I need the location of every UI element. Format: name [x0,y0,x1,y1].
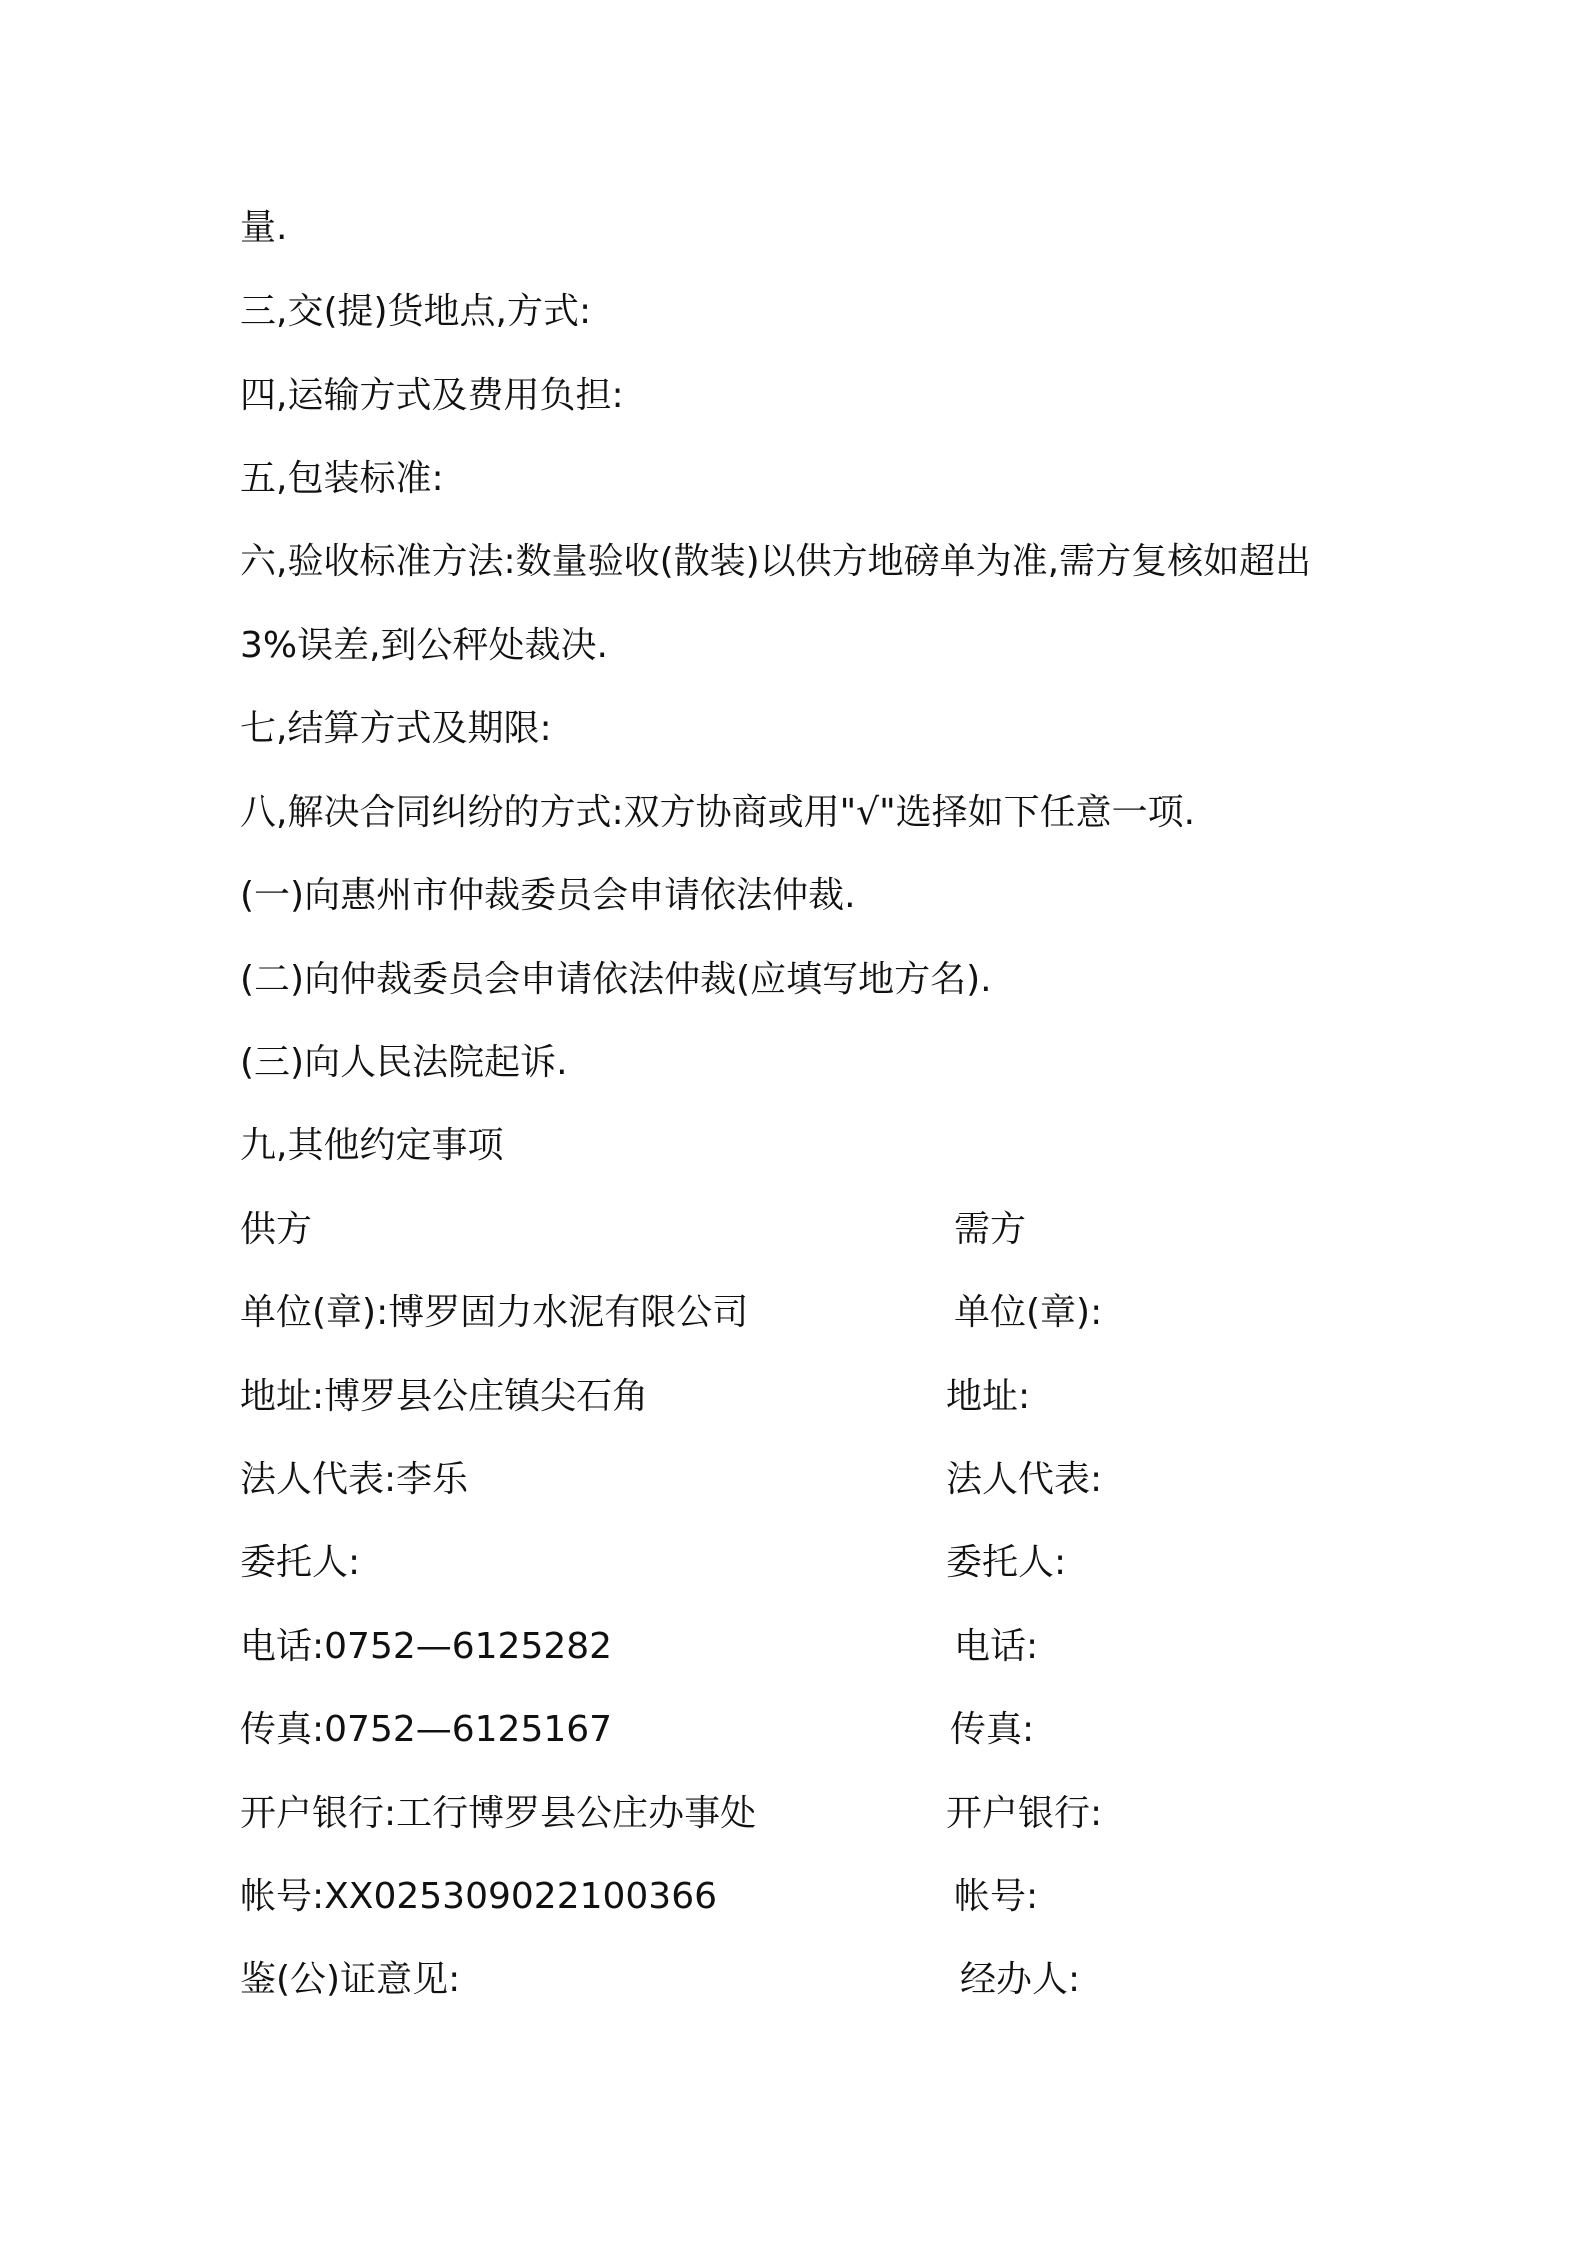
clause-dispute-option-3: (三)向人民法院起诉. [240,1042,568,1083]
buyer-heading: 需方 [954,1209,1027,1250]
buyer-agent: 委托人: [946,1542,1067,1583]
supplier-heading: 供方 [240,1209,313,1250]
supplier-legal-rep: 法人代表:李乐 [240,1459,469,1500]
clause-line: 量. [240,207,288,248]
clause-dispute-option-2: (二)向仲裁委员会申请依法仲裁(应填写地方名). [240,959,992,1000]
buyer-unit: 单位(章): [954,1292,1103,1333]
supplier-address: 地址:博罗县公庄镇尖石角 [240,1376,649,1417]
clause-acceptance-cont: 3%误差,到公秤处裁决. [240,625,608,666]
buyer-address: 地址: [946,1376,1031,1417]
supplier-phone: 电话:0752—6125282 [240,1626,613,1667]
buyer-handler: 经办人: [960,1959,1081,2000]
supplier-agent: 委托人: [240,1542,361,1583]
supplier-notary: 鉴(公)证意见: [240,1959,461,2000]
supplier-unit: 单位(章):博罗固力水泥有限公司 [240,1292,749,1333]
clause-acceptance: 六,验收标准方法:数量验收(散装)以供方地磅单为准,需方复核如超出 [240,541,1312,582]
supplier-fax: 传真:0752—6125167 [240,1709,613,1750]
supplier-bank: 开户银行:工行博罗县公庄办事处 [240,1793,757,1834]
clause-dispute: 八,解决合同纠纷的方式:双方协商或用"√"选择如下任意一项. [240,792,1196,833]
clause-transport: 四,运输方式及费用负担: [240,375,624,416]
clause-other: 九,其他约定事项 [240,1125,504,1166]
buyer-account: 帐号: [954,1876,1039,1917]
clause-dispute-option-1: (一)向惠州市仲裁委员会申请依法仲裁. [240,875,856,916]
clause-settlement: 七,结算方式及期限: [240,708,552,749]
supplier-account: 帐号:XX025309022100366 [240,1876,718,1917]
buyer-legal-rep: 法人代表: [946,1459,1103,1500]
buyer-bank: 开户银行: [946,1793,1103,1834]
clause-delivery-location: 三,交(提)货地点,方式: [240,291,592,332]
buyer-fax: 传真: [950,1709,1035,1750]
buyer-phone: 电话: [954,1626,1039,1667]
clause-packaging: 五,包装标准: [240,458,444,499]
